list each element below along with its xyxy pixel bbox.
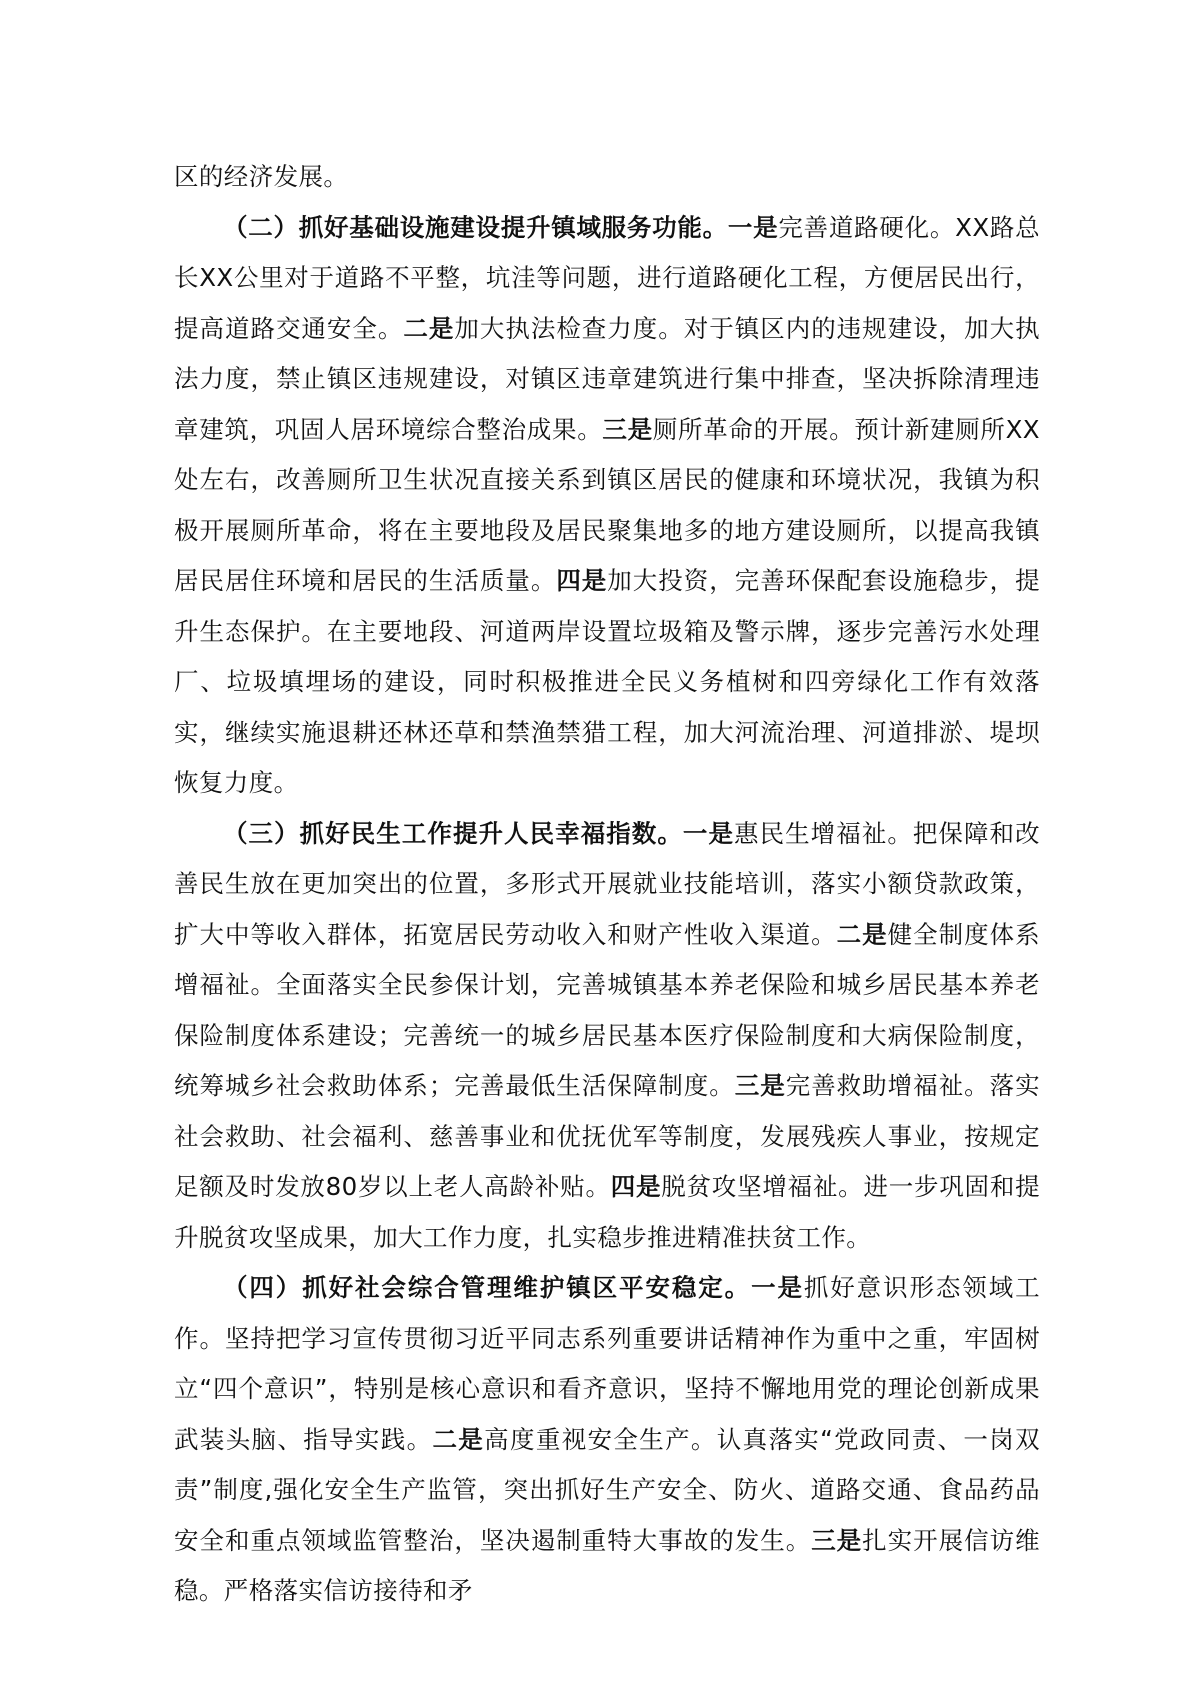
document-page (174, 152, 1040, 1617)
paragraph-social-management (174, 1263, 1040, 1617)
item-marker: 三是 (734, 1071, 786, 1100)
section-heading: （四）抓好社会综合管理维护镇区平安稳定。 (223, 1273, 752, 1302)
item-marker: 一是 (751, 1273, 804, 1302)
paragraph-infrastructure (174, 203, 1040, 809)
item-marker: 二是 (432, 1424, 485, 1454)
item-text: 完善道路硬化。XX路总长XX公里对于道路不平整，坑洼等问题，进行道路硬化工程，方便居民出行，提高道路交通安全。 (174, 212, 1041, 343)
item-marker: 二是 (403, 313, 455, 343)
section-heading: （三）抓好民生工作提升人民幸福指数。 (223, 818, 683, 848)
item-text: 加大投资，完善环保配套设施稳步，提升生态保护。在主要地段、河道两岸设置垃圾箱及警示牌，逐步完善污水处理厂、垃圾填埋场的建设，同时积极推进全民义务植树和四旁绿化工作有效落实，继续实施退耕还林还草和禁渔禁猎工程，加大河流治理、河道排淤、堤坝恢复力度。 (174, 566, 1040, 797)
item-marker: 一是 (727, 212, 779, 242)
item-text: 健全制度体系增福祉。全面落实全民参保计划，完善城镇基本养老保险和城乡居民基本养老保险制度体系建设；完善统一的城乡居民基本医疗保险制度和大病保险制度，统筹城乡社会救助体系；完善最低生活保障制度。 (174, 919, 1040, 1100)
item-marker: 一是 (682, 818, 735, 848)
item-text: 厕所革命的开展。预计新建厕所XX处左右，改善厕所卫生状况直接关系到镇区居民的健康和环境状况，我镇为积极开展厕所革命，将在主要地段及居民聚集地多的地方建设厕所，以提高我镇居民居住环境和居民的生活质量。 (174, 414, 1040, 595)
item-marker: 四是 (610, 1172, 662, 1201)
paragraph-text: 区的经济发展。 (174, 162, 349, 191)
item-text: 高度重视安全生产。认真落实“党政同责、一岗双责”制度,强化安全生产监管，突出抓好生产安全、防火、道路交通、食品药品安全和重点领域监管整治，坚决遏制重特大事故的发生。 (174, 1424, 1040, 1555)
item-text: 加大执法检查力度。对于镇区内的违规建设，加大执法力度，禁止镇区违规建设，对镇区违章建筑进行集中排查，坚决拆除清理违章建筑，巩固人居环境综合整治成果。 (174, 313, 1040, 444)
item-marker: 三是 (811, 1525, 863, 1555)
paragraph-economic-development (174, 152, 1040, 203)
paragraph-livelihood (174, 809, 1040, 1264)
item-text: 完善救助增福祉。落实社会救助、社会福利、慈善事业和优抚优军等制度，发展残疾人事业，按规定足额及时发放80岁以上老人高龄补贴。 (174, 1071, 1040, 1201)
item-text: 惠民生增福祉。把保障和改善民生放在更加突出的位置，多形式开展就业技能培训，落实小额贷款政策，扩大中等收入群体，拓宽居民劳动收入和财产性收入渠道。 (174, 818, 1040, 949)
item-text: 抓好意识形态领域工作。坚持把学习宣传贯彻习近平同志系列重要讲话精神作为重中之重，牢固树立“四个意识”，特别是核心意识和看齐意识，坚持不懈地用党的理论创新成果武装头脑、指导实践。 (174, 1273, 1040, 1454)
item-marker: 四是 (556, 566, 608, 595)
item-marker: 二是 (836, 919, 888, 949)
item-text: 扎实开展信访维稳。严格落实信访接待和矛 (174, 1525, 1040, 1605)
item-marker: 三是 (602, 414, 653, 444)
item-text: 脱贫攻坚增福祉。进一步巩固和提升脱贫攻坚成果，加大工作力度，扎实稳步推进精准扶贫工作。 (174, 1172, 1040, 1252)
section-heading: （二）抓好基础设施建设提升镇域服务功能。 (223, 212, 728, 242)
